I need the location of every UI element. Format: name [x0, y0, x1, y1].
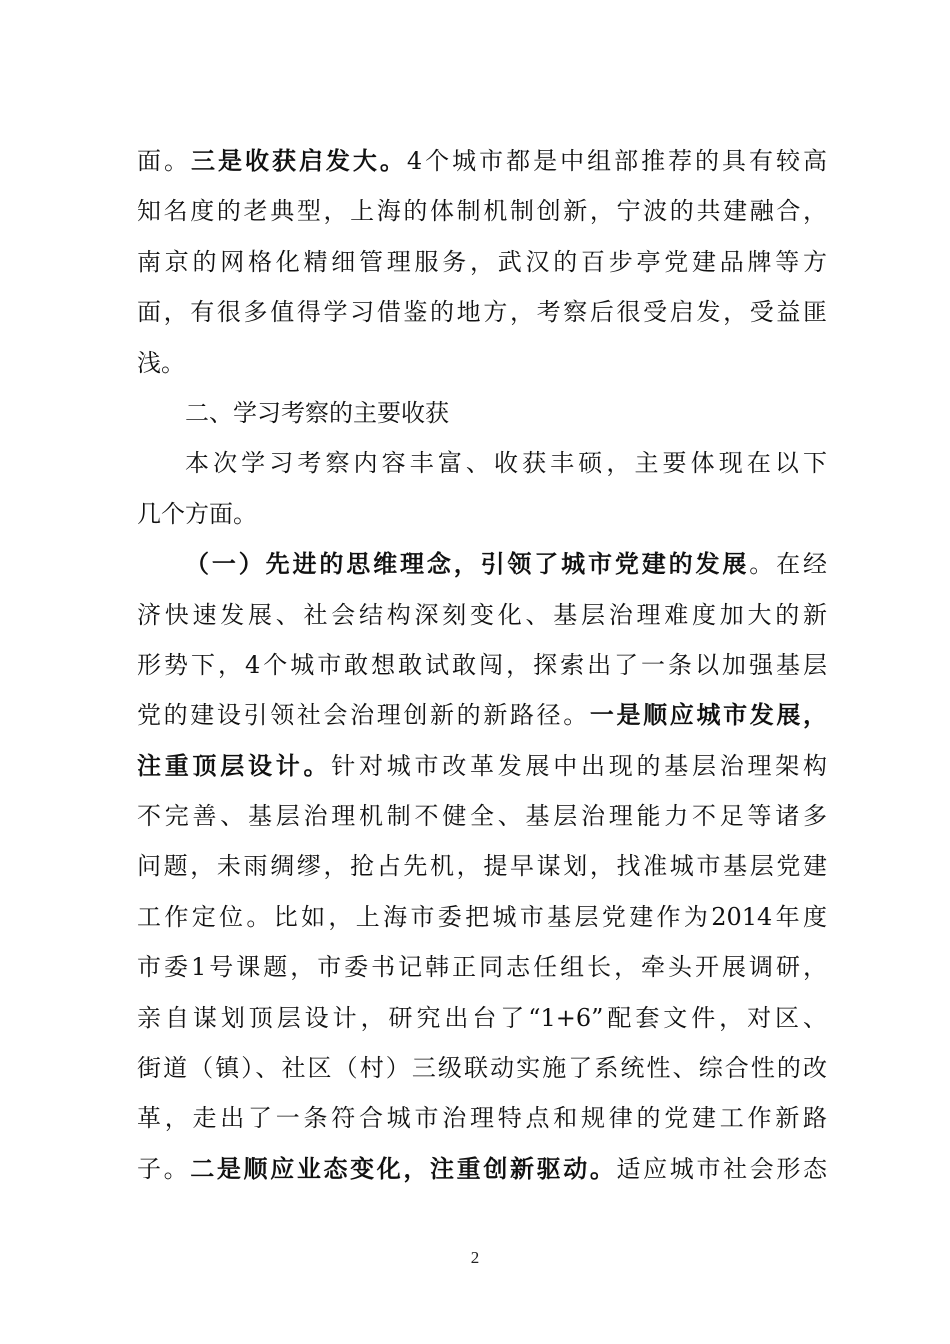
text-line [137, 186, 827, 236]
text-segment: 。在经 [749, 550, 827, 579]
text-segment: 问题，未雨绸缪，抢占先机，提早谋划，找准城市基层党建 [137, 852, 827, 881]
text-segment: 工作定位。比如，上海市委把城市基层党建作为2014年度 [137, 902, 827, 931]
text-line [137, 1144, 827, 1194]
text-segment: 适应城市社会形态 [616, 1154, 827, 1183]
text-line [137, 993, 827, 1043]
text-line [137, 741, 827, 791]
text-segment: 几个方面。 [137, 499, 257, 528]
text-segment: 南京的网格化精细管理服务，武汉的百步亭党建品牌等方 [137, 247, 827, 276]
text-segment: 不完善、基层治理机制不健全、基层治理能力不足等诸多 [137, 802, 827, 831]
text-line [137, 1093, 827, 1143]
bold-text: 一是顺应城市发展， [589, 700, 827, 730]
section-heading [137, 388, 827, 438]
text-segment: 面，有很多值得学习借鉴的地方，考察后很受启发，受益匪 [137, 298, 827, 327]
text-segment: 二、学习考察的主要收获 [185, 398, 449, 427]
text-segment: 革，走出了一条符合城市治理特点和规律的党建工作新路 [137, 1104, 827, 1133]
text-segment: 市委1号课题，市委书记韩正同志任组长，牵头开展调研， [137, 953, 827, 982]
text-line [137, 237, 827, 287]
text-segment: 子。 [137, 1154, 191, 1183]
text-segment: 亲自谋划顶层设计，研究出台了“1+6”配套文件，对区、 [137, 1003, 827, 1032]
text-line [137, 590, 827, 640]
text-segment: 4个城市都是中组部推荐的具有较高 [406, 147, 827, 175]
document-body [137, 136, 827, 1194]
text-line [137, 287, 827, 337]
text-line [137, 791, 827, 841]
text-segment: 街道（镇）、社区（村）三级联动实施了系统性、综合性的改 [137, 1054, 827, 1083]
text-line [137, 489, 827, 539]
text-segment: 济快速发展、社会结构深刻变化、基层治理难度加大的新 [137, 600, 827, 629]
text-segment: 形势下，4个城市敢想敢试敢闯，探索出了一条以加强基层 [137, 650, 827, 679]
text-line [137, 338, 827, 388]
bold-text: 三是收获启发大。 [190, 146, 407, 175]
bold-text: 二是顺应业态变化，注重创新驱动。 [190, 1153, 617, 1183]
text-line [137, 640, 827, 690]
text-segment: 针对城市改革发展中出现的基层治理架构 [331, 751, 827, 780]
text-line [137, 1043, 827, 1093]
bold-text: （一）先进的思维理念，引领了城市党建的发展 [185, 549, 750, 579]
text-line [137, 539, 827, 589]
text-segment: 党的建设引领社会治理创新的新路径。 [137, 701, 590, 730]
text-line [137, 438, 827, 488]
text-line [137, 136, 827, 186]
text-segment: 浅。 [137, 348, 185, 377]
text-line [137, 892, 827, 942]
text-line [137, 841, 827, 891]
text-segment: 知名度的老典型，上海的体制机制创新，宁波的共建融合， [137, 197, 827, 226]
bold-text: 注重顶层设计。 [137, 750, 332, 780]
text-line [137, 942, 827, 992]
page-number: 2 [470, 1248, 480, 1267]
text-segment: 面。 [137, 147, 191, 175]
text-line [137, 690, 827, 740]
text-segment: 本次学习考察内容丰富、收获丰硕，主要体现在以下 [185, 449, 827, 478]
